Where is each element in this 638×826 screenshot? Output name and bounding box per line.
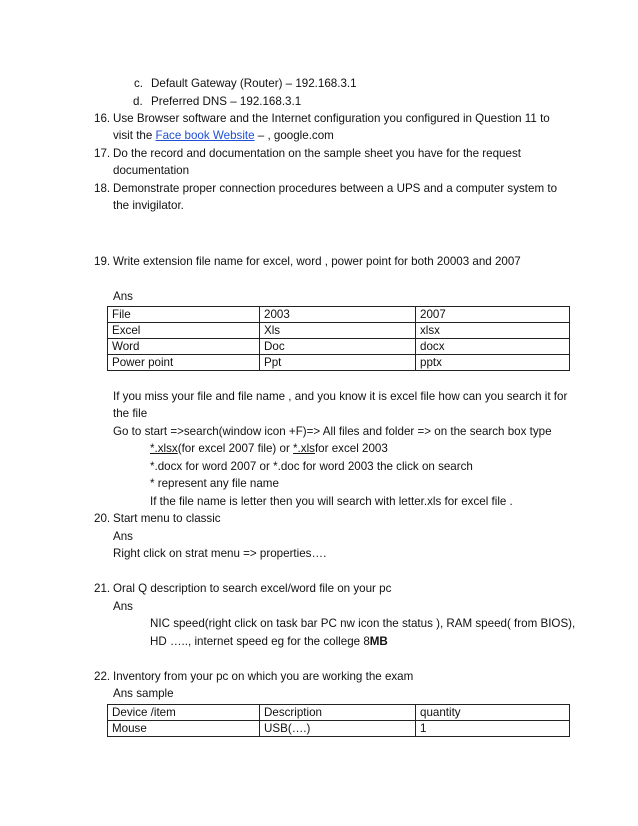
item-c-marker: c.	[134, 77, 144, 90]
q16-line2	[113, 129, 334, 143]
q17-line2: documentation	[113, 164, 190, 177]
item-d-text: Preferred DNS – 192.168.3.1	[151, 95, 302, 108]
q22-ans-label: Ans sample	[113, 687, 174, 700]
table-row	[108, 355, 570, 371]
q21-question: Oral Q description to search excel/word file on your pc	[113, 582, 392, 595]
q21-answer2-text: HD ….., internet speed eg for the college 8	[150, 635, 370, 648]
q17-line1: Do the record and documentation on the sample sheet you have for the request	[113, 147, 521, 160]
q19-para2: Go to start =>search(window icon +F)=> All files and folder => on the search box type	[113, 425, 552, 438]
q18-number: 18.	[94, 182, 111, 195]
q19-para1b: the file	[113, 407, 148, 420]
q17-number: 17.	[94, 147, 111, 160]
q19-number: 19.	[94, 255, 111, 268]
table-cell: USB(….)	[260, 721, 416, 737]
q16-line2-pre: visit the	[113, 129, 156, 142]
table-cell: Mouse	[108, 721, 260, 737]
item-d-marker: d.	[133, 95, 143, 108]
q21-answer2	[150, 635, 388, 649]
table-header-row	[108, 307, 570, 323]
table-cell: Excel	[108, 323, 260, 339]
table-row	[108, 323, 570, 339]
inventory-table	[107, 704, 570, 737]
xls-pattern: *.xls	[293, 442, 315, 455]
q19-search-line1	[150, 442, 388, 456]
table-cell: Ppt	[260, 355, 416, 371]
q21-number: 21.	[94, 582, 111, 595]
q19-question: Write extension file name for excel, word , power point for both 20003 and 2007	[113, 255, 521, 268]
q19-para1: If you miss your file and file name , and you know it is excel file how can you search it for	[113, 390, 568, 403]
xlsx-note: (for excel 2007 file) or	[177, 442, 294, 455]
table-header-cell: 2007	[416, 307, 570, 323]
table-cell: docx	[416, 339, 570, 355]
table-header-cell: quantity	[416, 705, 570, 721]
table-header-cell: Description	[260, 705, 416, 721]
table-cell: Power point	[108, 355, 260, 371]
q22-number: 22.	[94, 670, 111, 683]
q16-number: 16.	[94, 112, 111, 125]
q18-line2: the invigilator.	[113, 199, 184, 212]
table-cell: Doc	[260, 339, 416, 355]
xls-note: for excel 2003	[314, 442, 388, 455]
q16-line2-post: – , google.com	[254, 129, 334, 142]
table-header-cell: File	[108, 307, 260, 323]
extension-table	[107, 306, 570, 371]
table-cell: Word	[108, 339, 260, 355]
q18-line1: Demonstrate proper connection procedures between a UPS and a computer system to	[113, 182, 558, 195]
q22-question: Inventory from your pc on which you are working the exam	[113, 670, 414, 683]
xlsx-pattern: *.xlsx	[150, 442, 178, 455]
table-row	[108, 339, 570, 355]
q20-question: Start menu to classic	[113, 512, 221, 525]
q20-answer: Right click on strat menu => properties….	[113, 547, 327, 560]
q21-answer2-bold: MB	[369, 635, 388, 648]
q19-search-line4: If the file name is letter then you will search with letter.xls for excel file .	[150, 495, 513, 508]
q21-answer1: NIC speed(right click on task bar PC nw icon the status ), RAM speed( from BIOS),	[150, 617, 576, 630]
q19-search-line3: * represent any file name	[150, 477, 279, 490]
table-row	[108, 721, 570, 737]
q21-ans-label: Ans	[113, 600, 133, 613]
q19-search-line2: *.docx for word 2007 or *.doc for word 2003 the click on search	[150, 460, 473, 473]
table-cell: 1	[416, 721, 570, 737]
table-header-cell: 2003	[260, 307, 416, 323]
q16-line1: Use Browser software and the Internet configuration you configured in Question 11 to	[113, 112, 550, 125]
table-cell: xlsx	[416, 323, 570, 339]
table-header-cell: Device /item	[108, 705, 260, 721]
table-header-row	[108, 705, 570, 721]
table-cell: pptx	[416, 355, 570, 371]
q20-ans-label: Ans	[113, 530, 133, 543]
q20-number: 20.	[94, 512, 111, 525]
q19-ans-label: Ans	[113, 290, 133, 303]
item-c-text: Default Gateway (Router) – 192.168.3.1	[151, 77, 357, 90]
table-cell: Xls	[260, 323, 416, 339]
facebook-website-link[interactable]: Face book Website	[155, 129, 255, 142]
